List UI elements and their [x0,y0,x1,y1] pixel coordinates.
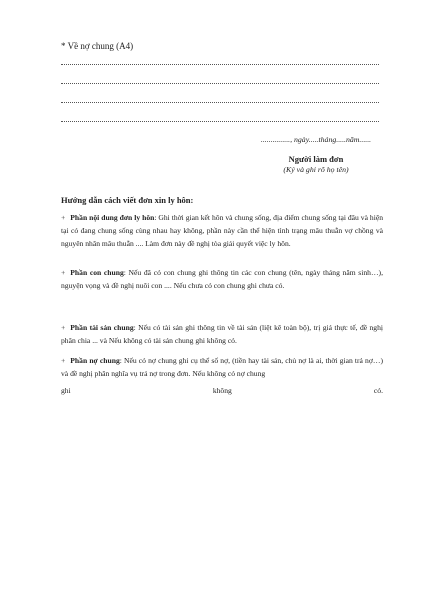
guide-item-debt [61,354,383,380]
bullet: + [61,323,66,332]
debt-last-line [61,386,383,395]
guide-item-assets [61,321,383,347]
dotted-line [61,83,379,84]
item-text: : Ghi thời gian kết hôn và chung sống, địa điểm chung sống tại đâu và hiện tại có đang chung sống cùng nhau hay không, phần này cần thể hiện tình trạng mâu thuẫn vợ chồng và nguyên nhân mâu thuẫn .... Làm đơn này đề nghị tòa giải quyết việc ly hôn. [61,213,383,248]
last-line-word: không [212,386,232,395]
section-heading: * Về nợ chung (A4) [61,41,134,51]
signer-title: Người làm đơn [288,154,344,164]
dotted-line [61,64,379,65]
guide-item-children [61,266,383,292]
item-label: Phần con chung [70,268,124,277]
last-line-word: ghi [61,386,71,395]
date-line: ..............., ngày.....tháng.....năm...... [260,135,372,144]
item-label: Phần tài sản chung [70,323,134,332]
dotted-line [61,102,379,103]
bullet: + [61,213,66,222]
guide-item-content [61,211,383,250]
signer-note: (Ký và ghi rõ họ tên) [283,165,349,174]
guide-title: Hướng dẫn cách viết đơn xin ly hôn: [61,195,194,205]
bullet: + [61,268,66,277]
item-text: : Nếu có nợ chung ghi cụ thể số nợ, (tiền hay tài sản, chủ nợ là ai, thời gian trả nợ…) và đề nghị phân nghĩa vụ trả nợ trong đơn. Nếu không có nợ chung [61,356,383,378]
dotted-line [61,121,379,122]
item-text: : Nếu đã có con chung ghi thông tin các con chung (tên, ngày tháng năm sinh…), nguyện vọng và đề nghị nuôi con .... Nếu chưa có con chung ghi chưa có. [61,268,383,290]
item-label: Phần nợ chung [70,356,120,365]
item-label: Phần nội dung đơn ly hôn [70,213,155,222]
bullet: + [61,356,66,365]
item-text: : Nếu có tài sản ghi thông tin về tài sản (liệt kê toàn bộ), trị giá thực tế, đề nghị phân chia ... và Nếu không có tài sản chung ghi không có. [61,323,384,345]
last-line-word: có. [373,386,383,395]
